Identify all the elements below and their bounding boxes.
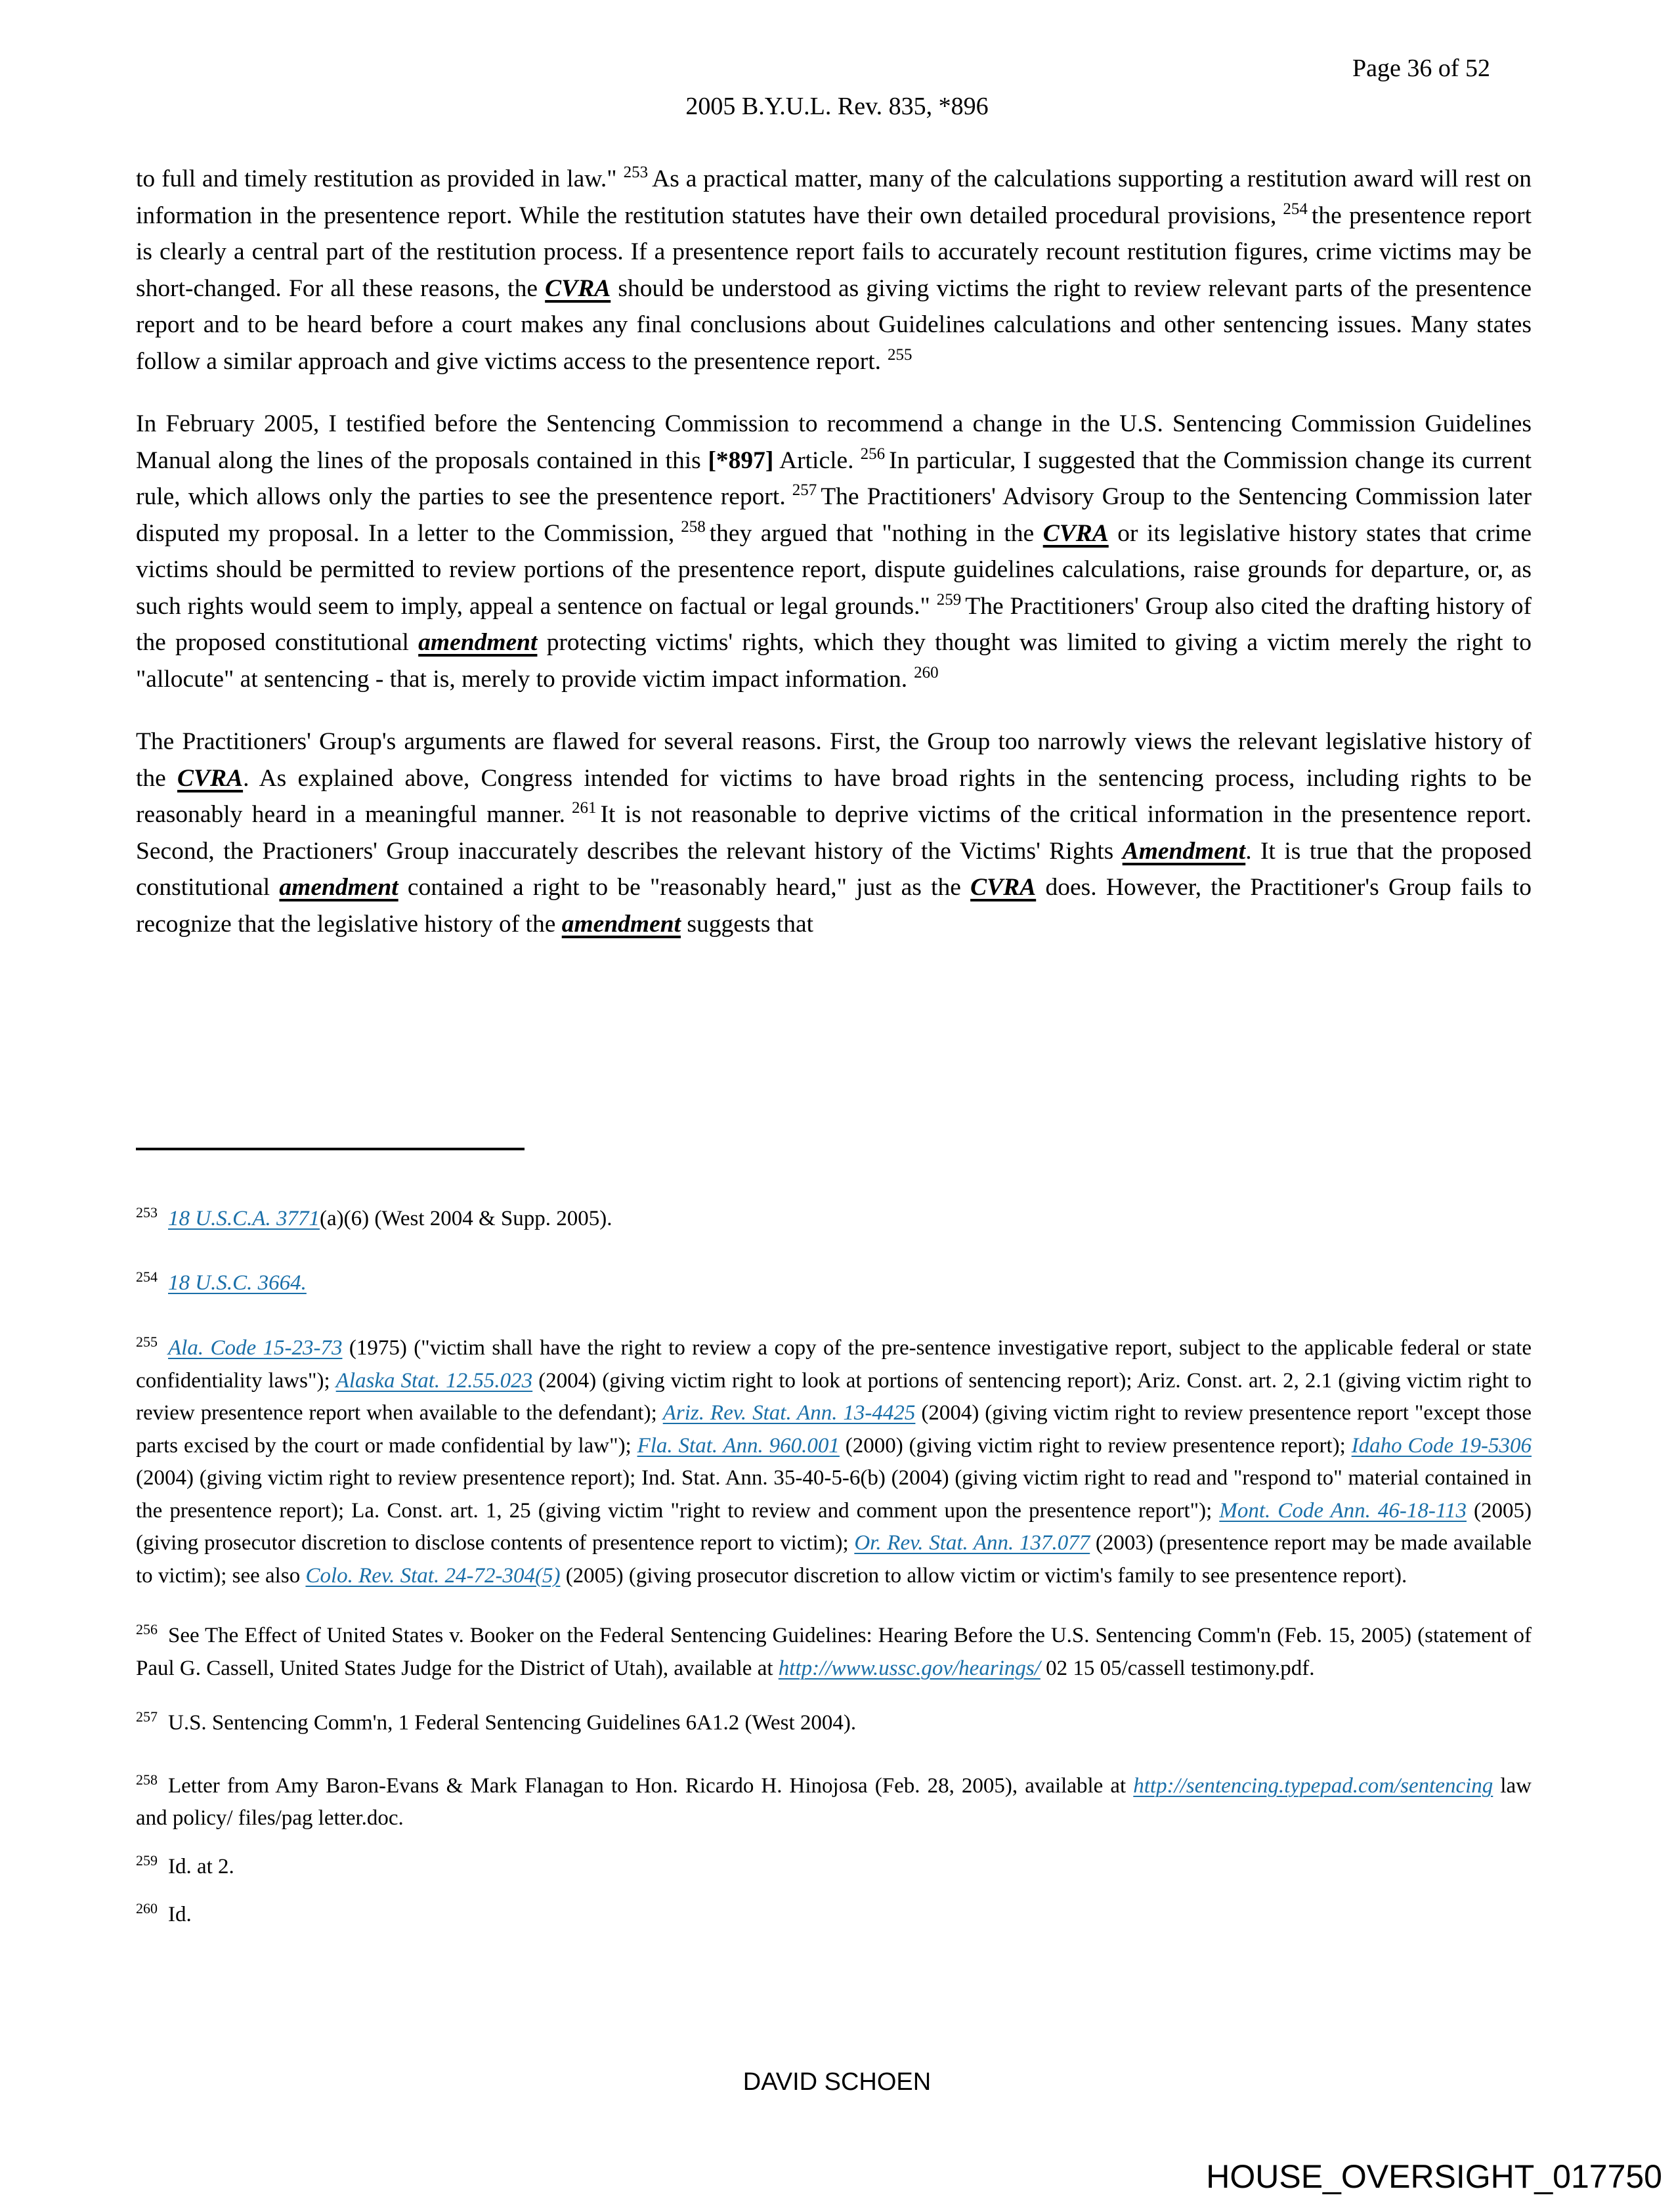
footnote-253 (136, 1203, 1532, 1236)
page-indicator: Page 36 of 52 (1352, 54, 1491, 82)
search-term-highlight: CVRA (177, 764, 244, 792)
text-span: (2003) (presentence report may be made available to victim); see also (136, 1531, 1532, 1588)
footnote-ref-259[interactable]: 259 (936, 590, 962, 609)
footnote-ref-256[interactable]: 256 (860, 445, 886, 463)
producer-name-stamp: DAVID SCHOEN (742, 2068, 932, 2096)
text-span: U.S. Sentencing Comm'n, 1 Federal Sentencing Guidelines 6A1.2 (West 2004). (168, 1711, 857, 1735)
citation-link[interactable]: Or. Rev. Stat. Ann. 137.077 (854, 1531, 1090, 1555)
url-link[interactable]: http://www.ussc.gov/hearings/ (778, 1656, 1041, 1680)
footnote-number: 260 (136, 1900, 158, 1917)
search-term-highlight: amendment (561, 910, 681, 938)
footnote-255 (136, 1332, 1532, 1592)
text-span: (2005) (giving prosecutor discretion to disclose contents of presentence report to victim); (136, 1498, 1532, 1555)
text-span: As a practical matter, many of the calculations supporting a restitution award will rest on information in the presentence report. While the restitution statutes have their own detailed procedural provisions, (136, 165, 1532, 229)
text-span: . As explained above, Congress intended for victims to have broad rights in the sentencing process, including rights to be reasonably heard in a meaningful manner. (136, 764, 1532, 828)
running-citation-header: 2005 B.Y.U.L. Rev. 835, *896 (685, 93, 989, 120)
citation-link[interactable]: Idaho Code 19-5306 (1351, 1433, 1532, 1458)
bates-number-stamp: HOUSE_OVERSIGHT_017750 (1206, 2158, 1662, 2195)
text-span: the presentence report is clearly a central part of the restitution process. If a presentence report fails to accurately recount restitution figures, crime victims may be short-changed. For all these reasons, the (136, 202, 1532, 302)
footnote-ref-254[interactable]: 254 (1283, 200, 1308, 218)
footnote-259 (136, 1851, 1532, 1884)
search-term-highlight: amendment (418, 629, 538, 656)
footnote-256 (136, 1620, 1532, 1685)
footnote-number: 257 (136, 1708, 158, 1725)
text-span: Letter from Amy Baron-Evans & Mark Flanagan to Hon. Ricardo H. Hinojosa (Feb. 28, 2005), available at (168, 1773, 1127, 1798)
footnote-number: 255 (136, 1334, 158, 1350)
footnote-258 (136, 1770, 1532, 1835)
text-span: protecting victims' rights, which they thought was limited to giving a victim merely the right to "allocute" at sentencing - that is, merely to provide victim impact information. (136, 629, 1532, 693)
url-link[interactable]: http://sentencing.typepad.com/sentencing (1133, 1773, 1493, 1798)
text-span: (2000) (giving victim right to review presentence report); (845, 1433, 1346, 1458)
footnote-ref-260[interactable]: 260 (914, 663, 939, 682)
text-span: or its legislative history states that crime victims should be permitted to review portions of the presentence report, dispute guidelines calculations, raise grounds for departure, or, as such rights would seem to imply, appeal a sentence on factual or legal grounds." (136, 519, 1532, 620)
text-span: Id. at 2. (168, 1854, 234, 1878)
text-span: does. However, the Practitioner's Group fails to recognize that the legislative history of the (136, 874, 1532, 938)
footnote-number: 256 (136, 1621, 158, 1637)
search-term-highlight: CVRA (1042, 519, 1109, 547)
text-span: It is not reasonable to deprive victims of the critical information in the presentence report. Second, the Practioners' Group inaccurately describes the relevant history of the Victims' Rights (136, 801, 1532, 865)
citation-link[interactable]: Ala. Code 15-23-73 (168, 1336, 343, 1360)
footnote-254 (136, 1267, 1532, 1300)
text-span: they argued that "nothing in the (709, 519, 1035, 547)
footnote-number: 259 (136, 1852, 158, 1869)
footnotes-section (136, 1203, 1532, 1932)
paragraph-testimony (136, 406, 1532, 697)
search-term-highlight: amendment (279, 874, 398, 901)
text-span: (a)(6) (West 2004 & Supp. 2005). (320, 1207, 612, 1230)
citation-link[interactable]: Mont. Code Ann. 46-18-113 (1219, 1498, 1467, 1523)
text-span: law and policy/ files/pag letter.doc. (136, 1773, 1532, 1830)
footnote-number: 254 (136, 1268, 158, 1285)
text-span: (2005) (giving prosecutor discretion to allow victim or victim's family to see presentence report). (565, 1563, 1407, 1588)
text-span: . It is true that the proposed constitutional (136, 837, 1532, 901)
footnote-260 (136, 1899, 1532, 1932)
search-term-highlight: CVRA (970, 874, 1037, 901)
footnote-257 (136, 1707, 1532, 1740)
text-span: should be understood as giving victims the right to review relevant parts of the presentence report and to be heard before a court makes any final conclusions about Guidelines calculations and other sentencing issues. Many states follow a similar approach and give victims access to the presentence report. (136, 274, 1532, 375)
text-span: In February 2005, I testified before the Sentencing Commission to recommend a change in the U.S. Sentencing Commission Guidelines Manual along the lines of the proposals contained in this (136, 410, 1532, 474)
citation-link[interactable]: Alaska Stat. 12.55.023 (335, 1368, 533, 1393)
search-term-highlight: Amendment (1122, 837, 1246, 865)
text-span: The Practitioners' Advisory Group to the Sentencing Commission later disputed my proposal. In a letter to the Commission, (136, 483, 1532, 547)
citation-link[interactable]: Ariz. Rev. Stat. Ann. 13-4425 (662, 1401, 916, 1425)
citation-link[interactable]: Colo. Rev. Stat. 24-72-304(5) (305, 1563, 561, 1588)
footnote-divider (136, 1148, 525, 1150)
text-span: contained a right to be "reasonably heard," just as the (407, 874, 961, 901)
text-span: (1975) ("victim shall have the right to review a copy of the pre-sentence investigative report, subject to the applicable federal or state confidentiality laws"); (136, 1336, 1532, 1393)
text-span: The Practitioners' Group's arguments are flawed for several reasons. First, the Group too narrowly views the relevant legislative history of the (136, 728, 1532, 792)
citation-link[interactable]: Fla. Stat. Ann. 960.001 (637, 1433, 840, 1458)
text-span: Article. (779, 446, 854, 474)
citation-link[interactable]: 18 U.S.C. 3664. (168, 1270, 307, 1295)
footnote-ref-253[interactable]: 253 (623, 163, 649, 181)
page-pin-marker: [*897] (708, 446, 774, 474)
text-span: (2004) (giving victim right to look at portions of sentencing report); Ariz. Const. art. 2, 2.1 (giving victim right to review presentence report when available to the defendant); (136, 1368, 1532, 1425)
article-body (136, 161, 1532, 968)
text-span: (2004) (giving victim right to review presentence report); Ind. Stat. Ann. 35-40-5-6(b) (2004) (giving victim right to read and "respond to" material contained in the presentence report); La. Const. art. 1, 25 (giving victim "right to review and comment upon the presentence report"); (136, 1466, 1532, 1523)
text-span: See The Effect of United States v. Booker on the Federal Sentencing Guidelines: Hearing Before the U.S. Sentencing Comm'n (Feb. 15, 2005) (statement of Paul G. Cassell, United States Judge for the District of Utah), available at (136, 1624, 1532, 1680)
footnote-ref-258[interactable]: 258 (681, 517, 706, 536)
footnote-number: 258 (136, 1771, 158, 1788)
footnote-ref-261[interactable]: 261 (571, 799, 597, 817)
text-span: Id. (168, 1903, 192, 1926)
search-term-highlight: CVRA (545, 274, 611, 302)
text-span: In particular, I suggested that the Commission change its current rule, which allows only the parties to see the presentence report. (136, 446, 1532, 510)
citation-link[interactable]: 18 U.S.C.A. 3771 (168, 1207, 320, 1230)
footnote-number: 253 (136, 1204, 158, 1221)
paragraph-rebuttal (136, 724, 1532, 942)
text-span: to full and timely restitution as provided in law." (136, 165, 617, 192)
text-span: 02 15 05/cassell testimony.pdf. (1046, 1656, 1315, 1680)
text-span: The Practitioners' Group also cited the drafting history of the proposed constitutional (136, 592, 1532, 656)
footnote-ref-257[interactable]: 257 (792, 481, 817, 499)
text-span: (2004) (giving victim right to review presentence report "except those parts excised by the court or made confidential by law"); (136, 1401, 1532, 1458)
text-span: suggests that (687, 910, 814, 938)
footnote-ref-255[interactable]: 255 (888, 345, 912, 364)
paragraph-restitution (136, 161, 1532, 380)
